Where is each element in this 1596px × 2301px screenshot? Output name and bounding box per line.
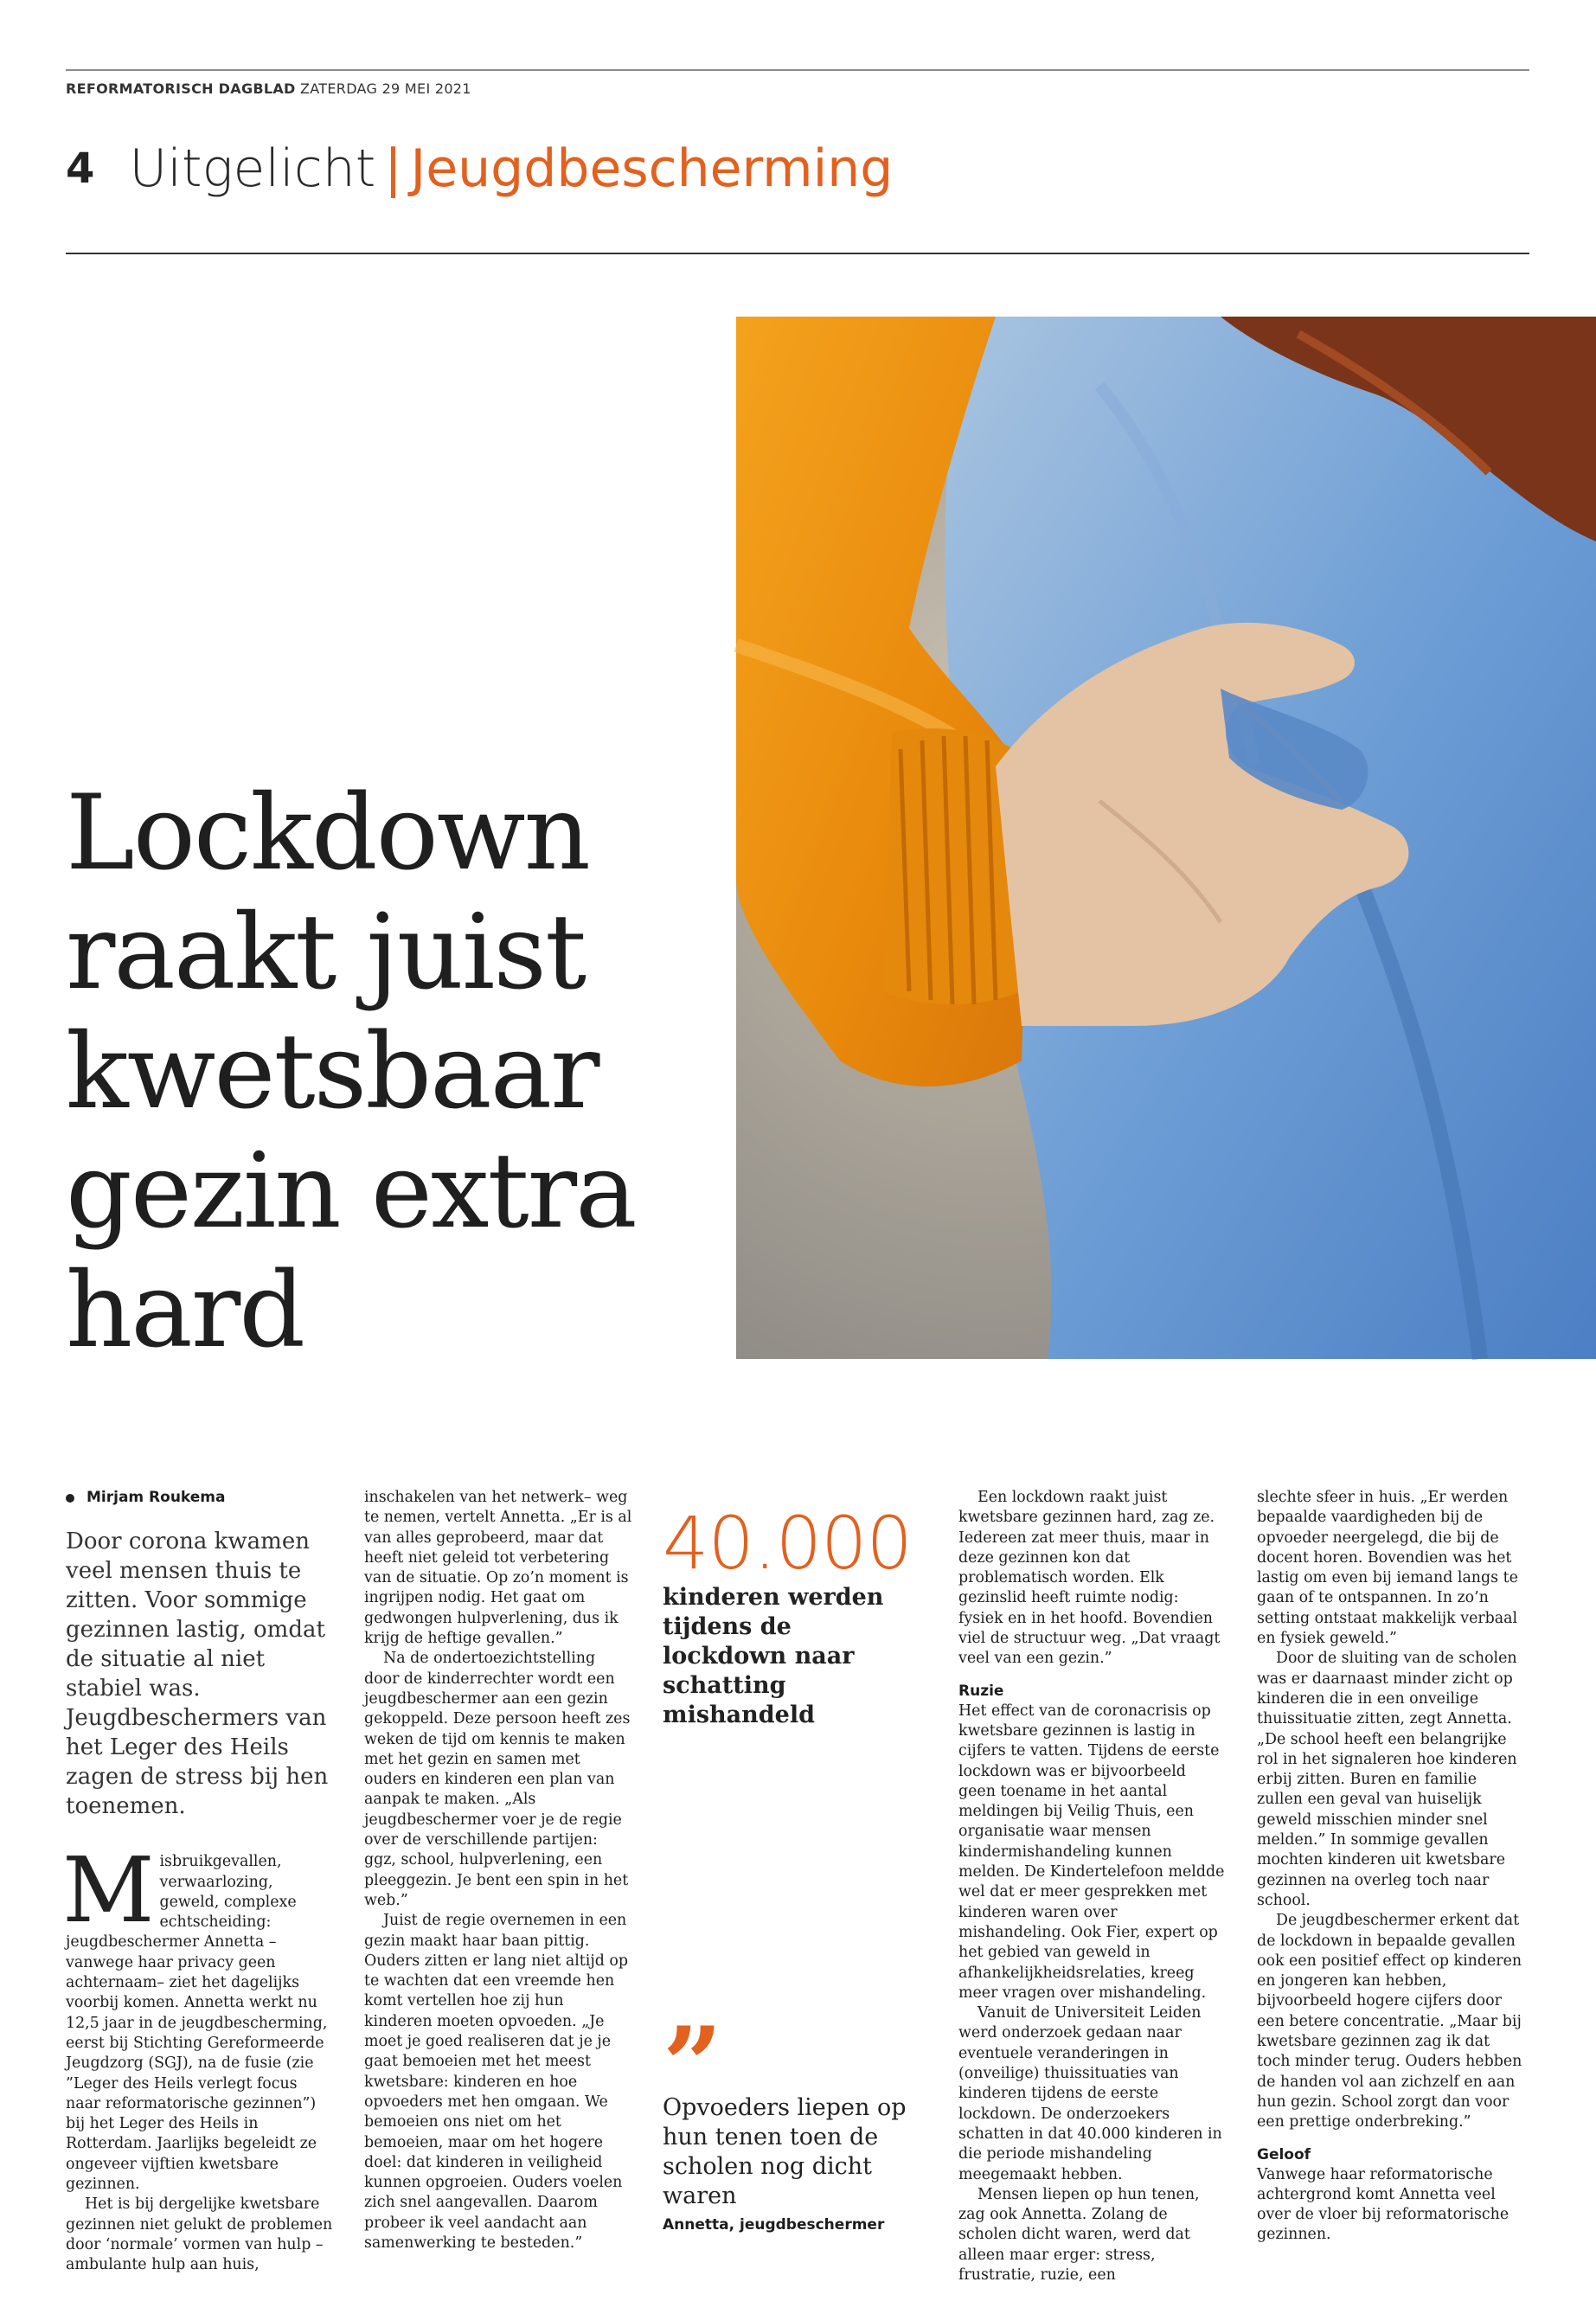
dropcap: M <box>62 1837 155 1944</box>
section-name: Uitgelicht <box>129 138 376 199</box>
quote-text: Opvoeders liepen op hun tenen toen de scholen nog dicht waren <box>663 2094 907 2209</box>
body-paragraph: Vanwege haar reformatorische achtergrond komt Annetta veel over de vloer bij reformatorische gezinnen. <box>1257 2165 1509 2244</box>
page-number: 4 <box>66 144 95 193</box>
quote-attribution: Annetta, jeugdbeschermer <box>663 2216 885 2234</box>
byline <box>66 1488 334 1508</box>
masthead <box>66 80 471 97</box>
stat-box <box>663 1501 922 1730</box>
body-paragraph: Misbruikgevallen, verwaarlozing, geweld, complexe echtscheiding: jeugdbeschermer Annetta –vanwege haar privacy geen achternaam– ziet het dagelijks voorbij komen. Annetta werkt nu 12,5 jaar in de jeugdbescherming, eerst bij Stichting Gereformeerde Jeugdzorg (SGJ), na de fusie (zie ”Leger des Heils verlegt focus naar reformatorische gezinnen”) bij het Leger des Heils in Rotterdam. Jaarlijks begeleidt ze ongeveer vijftien kwetsbare gezinnen. <box>62 1837 328 2194</box>
section-divider: | <box>384 138 402 199</box>
section-topic: Jeugdbescherming <box>410 138 894 199</box>
subhead: Ruzie <box>958 1682 1004 1700</box>
masthead-date: ZATERDAG 29 MEI 2021 <box>300 80 471 97</box>
body-paragraph: inschakelen van het netwerk– weg te nemen, vertelt Annetta. „Er is al van alles geprobeerd, maar dat heeft niet geleid tot verbetering van de situatie. Op zo’n moment is ingrijpen nodig. Het gaat om gedwongen hulpverlening, dus ik krijg de heftige gevallen.” <box>364 1489 632 1648</box>
column-1 <box>62 1488 334 2276</box>
section-header <box>66 138 893 216</box>
stat-number: 40.000 <box>663 1501 912 1586</box>
body-paragraph: Mensen liepen op hun tenen, zag ook Annetta. Zolang de scholen dicht waren, werd dat alleen maar erger: stress, frustratie, ruzie, een <box>958 2185 1200 2284</box>
subhead: Geloof <box>1257 2145 1311 2163</box>
body-paragraph: Een lockdown raakt juist kwetsbare gezinnen hard, zag ze. Iedereen zat meer thuis, maar in deze gezinnen kon dat problematisch worden. Elk gezinslid heeft ruimte nodig: fysiek en in het hoofd. Bovendien viel de structuur weg. „Dat vraagt veel van een gezin.” <box>958 1489 1221 1668</box>
column-4 <box>958 1488 1227 2285</box>
body-paragraph: Het effect van de coronacrisis op kwetsbare gezinnen is lastig in cijfers te vatten. Tijdens de eerste lockdown was er bijvoorbeeld geen toename in het aantal meldingen bij Veilig Thuis, een organisatie waar mensen kindermishandeling kunnen melden. De Kindertelefoon meldde wel dat er meer gesprekken met kinderen waren over mishandeling. Ook Fier, expert op het gebied van geweld in afhankelijkheidsrelaties, kreeg meer vragen over mishandeling. <box>958 1702 1225 2002</box>
intro: Door corona kwamen veel mensen thuis te zitten. Voor sommige gezinnen lastig, omdat de situatie al niet stabiel was. Jeugdbeschermers van het Leger des Heils zagen de stress bij hen toenemen. <box>66 1529 329 1820</box>
body-paragraph: Juist de regie overnemen in een gezin maakt haar baan pittig. Ouders zitten er lang niet altijd op te wachten dat een vreemde hen komt vertellen hoe zij hun kinderen moeten opvoeden. „Je moet je goed realiseren dat je je gaat bemoeien met het meest kwetsbare: kinderen en hoe opvoeders met hen omgaan. We bemoeien ons niet om het bemoeien, maar om het hogere doel: dat kinderen in veiligheid kunnen opgroeien. Ouders voelen zich snel aangevallen. Daarom probeer ik veel aandacht aan samenwerking te besteden.” <box>364 1912 628 2252</box>
byline-author: Mirjam Roukema <box>87 1489 226 1506</box>
body-paragraph: Het is bij dergelijke kwetsbare gezinnen niet gelukt de problemen door ‘normale’ vormen van hulp –ambulante hulp aan huis, <box>66 2195 333 2274</box>
body-paragraph: slechte sfeer in huis. „Er werden bepaalde vaardigheden bij de opvoeder neergelegd, die bij de docent horen. Bovendien was het lastig om even bij iemand langs te gaan of te ontspannen. In zo’n setting ontstaat makkelijk verbaal en fysiek geweld.” <box>1257 1489 1518 1648</box>
hero-photo <box>736 317 1596 1359</box>
column-2 <box>364 1488 632 2253</box>
body-paragraph: Door de sluiting van de scholen was er daarnaast minder zicht op kinderen die in een onveilige thuissituatie zitten, zegt Annetta. „De school heeft een belangrijke rol in het signaleren hoe kinderen erbij zitten. Buren en familie zullen een geval van huiselijk geweld misschien minder snel melden.” In sommige gevallen mochten kinderen uit kwetsbare gezinnen na overleg toch naar school. <box>1257 1650 1517 1909</box>
header-rule <box>66 253 1529 254</box>
photo-embrace-icon <box>736 317 1596 1359</box>
bullet-icon <box>66 1494 74 1503</box>
quote-mark-icon: ” <box>663 2004 723 2126</box>
masthead-paper: REFORMATORISCH DAGBLAD <box>66 80 296 97</box>
column-5 <box>1257 1488 1525 2246</box>
body-paragraph: De jeugdbeschermer erkent dat de lockdown in bepaalde gevallen ook een positief effect op kinderen en jongeren kan hebben, bijvoorbeeld hogere cijfers door een betere concentratie. „Maar bij kwetsbare gezinnen zag ik dat toch minder terug. Ouders hebben de handen vol aan zichzelf en aan hun gezin. School zorgt dan voor een prettige onderbreking.” <box>1257 1912 1522 2131</box>
body-paragraph: Vanuit de Universiteit Leiden werd onderzoek gedaan naar eventuele veranderingen in (onveilige) thuissituaties van kinderen tijdens de eerste lockdown. De onderzoekers schatten in dat 40.000 kinderen in die periode mishandeling meegemaakt hebben. <box>958 2004 1222 2183</box>
headline: Lockdown raakt juist kwetsbaar gezin extra hard <box>66 773 636 1371</box>
body-paragraph: Na de ondertoezichtstelling door de kinderrechter wordt een jeugdbeschermer aan een gezin gekoppeld. Deze persoon heeft zes weken de tijd om kennis te maken met het gezin en samen met ouders en kinderen een plan van aanpak te maken. „Als jeugdbeschermer voer je de regie over de verschillende partijen: ggz, school, hulpverlening, een pleeggezin. Je bent een spin in het web.” <box>364 1650 631 1909</box>
pull-quote <box>663 2004 922 2234</box>
stat-text: kinderen werden tijdens de lockdown naar schatting mishandeld <box>663 1584 884 1728</box>
top-rule <box>66 69 1529 71</box>
